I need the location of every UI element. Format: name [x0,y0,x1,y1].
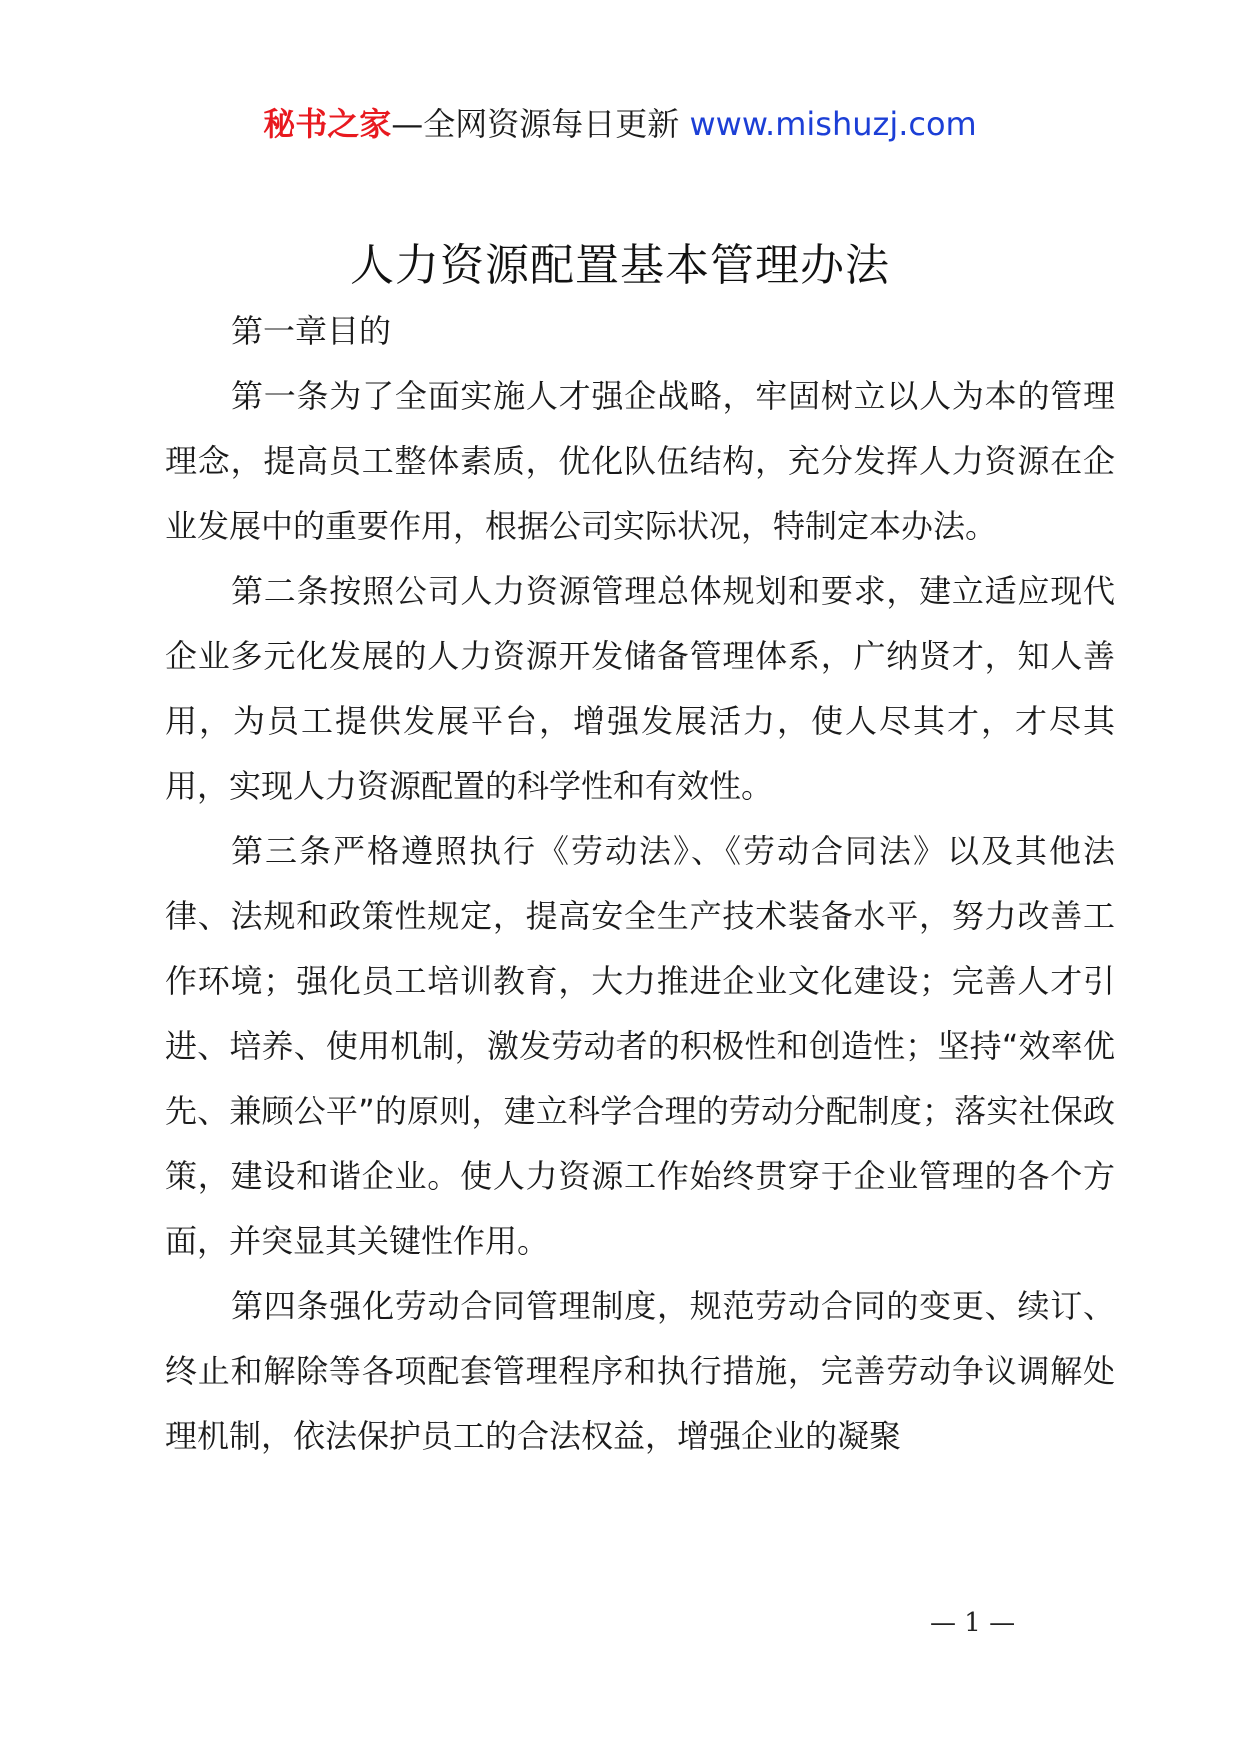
document-title: 人力资源配置基本管理办法 [350,240,890,291]
article-paragraph-3: 第三条严格遵照执行《劳动法》、《劳动合同法》以及其他法律、法规和政策性规定，提高安全生产技术装备水平，努力改善工作环境；强化员工培训教育，大力推进企业文化建设；完善人才引进、培养、使用机制，激发劳动者的积极性和创造性；坚持“效率优先、兼顾公平”的原则，建立科学合理的劳动分配制度；落实社保政策，建设和谐企业。使人力资源工作始终贯穿于企业管理的各个方面，并突显其关键性作用。 [165,832,1115,1260]
site-header-banner [0,100,1240,148]
article-paragraph-4: 第四条强化劳动合同管理制度，规范劳动合同的变更、续订、终止和解除等各项配套管理程序和执行措施，完善劳动争议调解处理机制，依法保护员工的合法权益，增强企业的凝聚 [165,1287,1115,1455]
article-paragraph-1: 第一条为了全面实施人才强企战略，牢固树立以人为本的管理理念，提高员工整体素质，优化队伍结构，充分发挥人力资源在企业发展中的重要作用，根据公司实际状况，特制定本办法。 [165,377,1115,545]
site-slogan: —全网资源每日更新 [391,105,690,143]
document-body [165,299,1115,1469]
chapter-heading: 第一章目的 [231,312,392,350]
site-url-link[interactable]: www.mishuzj.com [689,105,977,143]
page-number: — 1 — [930,1608,1016,1638]
article-paragraph-2: 第二条按照公司人力资源管理总体规划和要求，建立适应现代企业多元化发展的人力资源开发储备管理体系，广纳贤才，知人善用，为员工提供发展平台，增强发展活力，使人尽其才，才尽其用，实现人力资源配置的科学性和有效性。 [165,572,1115,805]
site-brand: 秘书之家 [263,105,392,143]
